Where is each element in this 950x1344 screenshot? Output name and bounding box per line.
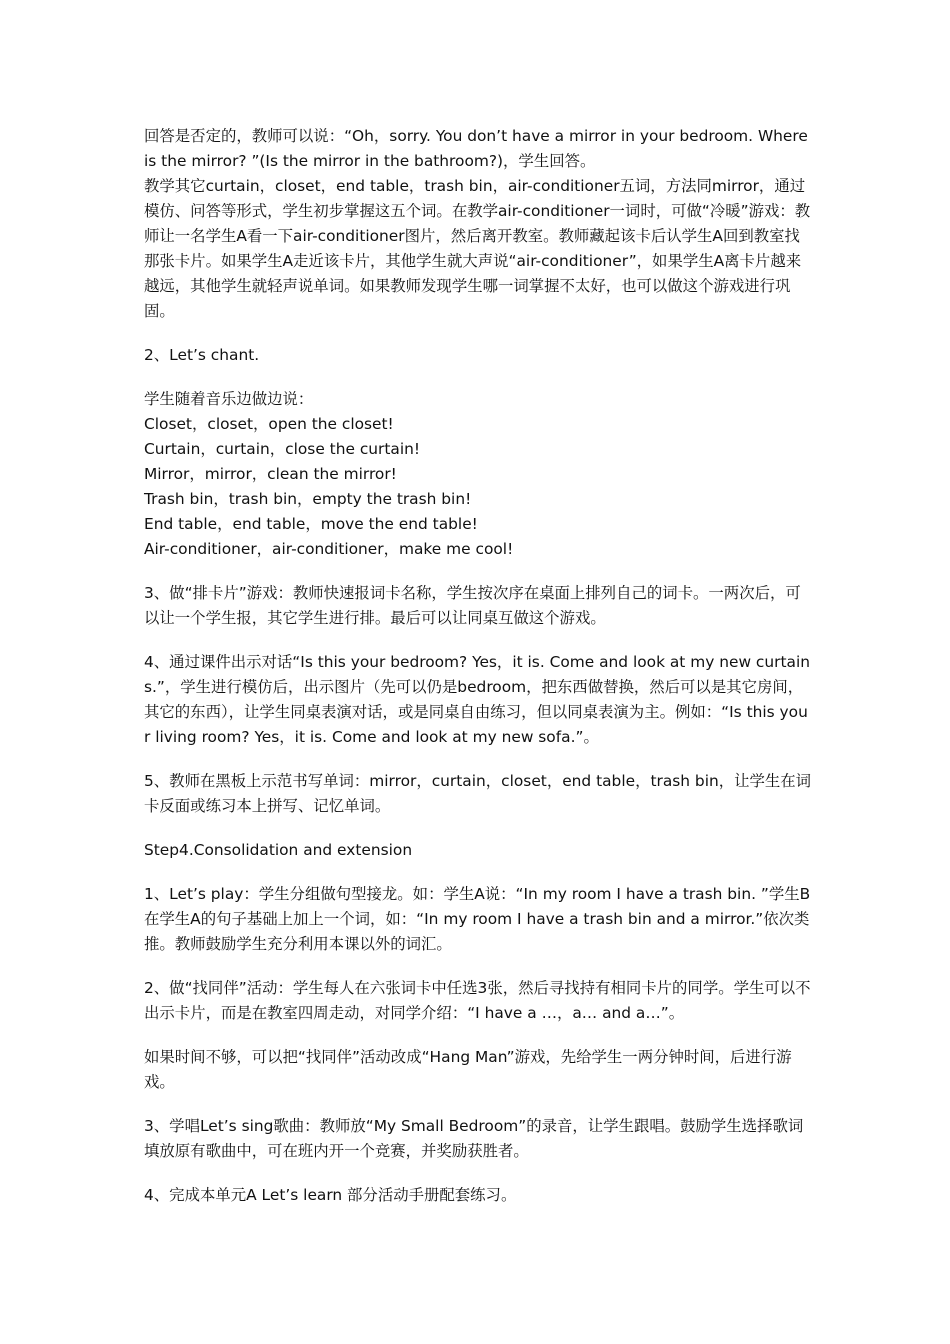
chant-line: End table，end table，move the end table! [144,515,478,533]
paragraph-lets-sing: 3、学唱Let’s sing歌曲：教师放“My Small Bedroom”的录音，让学生跟唱。鼓励学生选择歌词填放原有歌曲中，可在班内开一个竞赛，并奖励获胜者。 [144,1117,804,1160]
paragraph-hang-man: 如果时间不够，可以把“找同伴”活动改成“Hang Man”游戏，先给学生一两分钟时间，后进行游戏。 [144,1048,792,1091]
chant-line: Curtain，curtain，close the curtain! [144,440,421,458]
paragraph-writing: 5、教师在黑板上示范书写单词：mirror，curtain，closet，end table，trash bin，让学生在词卡反面或练习本上拼写、记忆单词。 [144,772,812,815]
paragraph-lets-play: 1、Let’s play：学生分组做句型接龙。如：学生A说：“In my room I have a trash bin. ”学生B在学生A的句子基础上加上一个词，如：“In my room I have a trash bin and a mirror.”依次类推。教师鼓励学生充分利用本课以外的词汇。 [144,885,811,953]
chant-line: Trash bin，trash bin，empty the trash bin! [144,490,472,508]
chant-line: Air-conditioner，air-conditioner，make me cool! [144,540,514,558]
paragraph-intro-2: 教学其它curtain，closet，end table，trash bin，air-conditioner五词，方法同mirror，通过模仿、问答等形式，学生初步掌握这五个词。在教学air-conditioner一词时，可做“冷暖”游戏：教师让一名学生A看一下air-conditioner图片，然后离开教室。教师藏起该卡后认学生A回到教室找那张卡片。如果学生A走近该卡片，其他学生就大声说“air-conditioner”，如果学生A离卡片越来越远，其他学生就轻声说单词。如果教师发现学生哪一词掌握不太好，也可以做这个游戏进行巩固。 [144,177,811,320]
chant-intro: 学生随着音乐边做边说： [144,390,314,408]
chant-line: Mirror，mirror，clean the mirror! [144,465,397,483]
heading-lets-chant: 2、Let’s chant. [144,346,260,364]
paragraph-dialogue: 4、通过课件出示对话“Is this your bedroom? Yes，it is. Come and look at my new curtains.”，学生进行模仿后，出示图片（先可以仍是bedroom，把东西做替换，然后可以是其它房间，其它的东西），让学生同桌表演对话，或是同桌自由练习，但以同桌表演为主。例如：“Is this your living room? Yes，it is. Come and look at my new sofa.”。 [144,653,810,746]
heading-step4: Step4.Consolidation and extension [144,841,413,859]
paragraph-intro-1: 回答是否定的，教师可以说：“Oh，sorry. You don’t have a mirror in your bedroom. Where is the mirror? ”(Is the mirror in the bathroom?)，学生回答。 [144,127,808,170]
paragraph-find-partner: 2、做“找同伴”活动：学生每人在六张词卡中任选3张，然后寻找持有相同卡片的同学。学生可以不出示卡片，而是在教室四周走动，对同学介绍：“I have a …，a… and a…”。 [144,979,811,1022]
chant-block [144,387,812,562]
paragraph-card-game: 3、做“排卡片”游戏：教师快速报词卡名称，学生按次序在桌面上排列自己的词卡。一两次后，可以让一个学生报，其它学生进行排。最后可以让同桌互做这个游戏。 [144,584,801,627]
paragraph-activity-book: 4、完成本单元A Let’s learn 部分活动手册配套练习。 [144,1186,517,1204]
document-page [144,124,812,1208]
chant-line: Closet，closet，open the closet! [144,415,394,433]
